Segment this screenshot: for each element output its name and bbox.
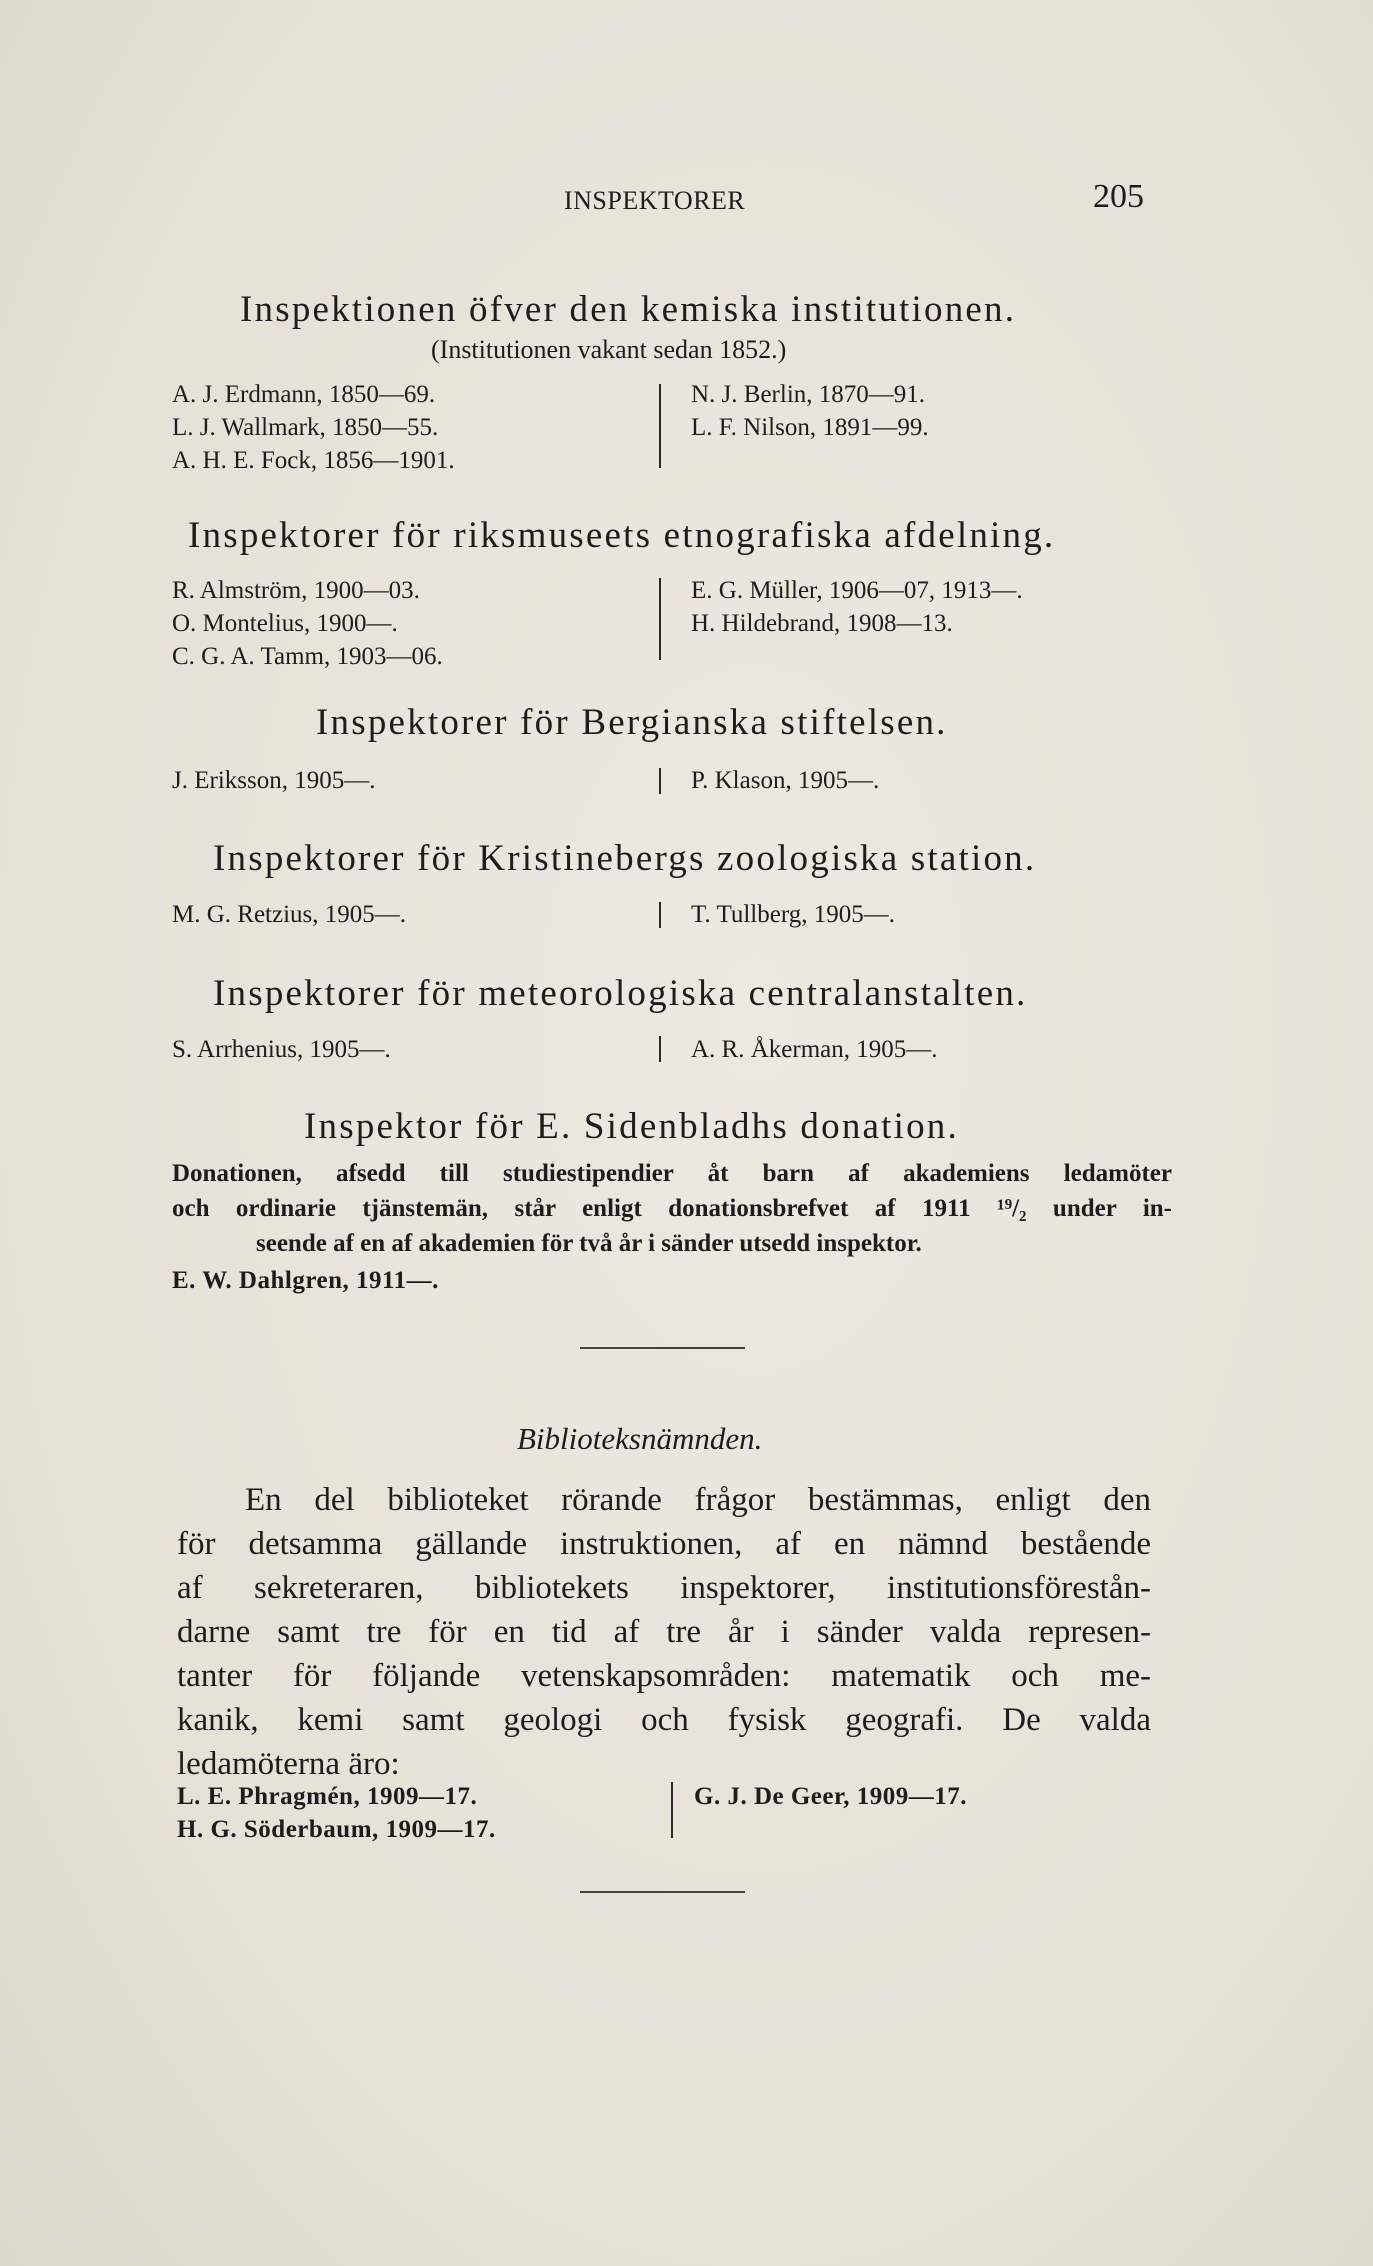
section-note-kemiska: (Institutionen vakant sedan 1852.) xyxy=(431,335,787,364)
name-right-meteorologiska: A. R. Åkerman, 1905—. xyxy=(691,1036,938,1063)
column-divider xyxy=(659,1036,661,1062)
section-heading-meteorologiska: Inspektorer för meteorologiska centralanstalten. xyxy=(213,973,1028,1014)
names-right-kemiska xyxy=(691,378,929,444)
name-entry: L. J. Wallmark, 1850—55. xyxy=(172,414,439,441)
names-right-etnografiska xyxy=(691,574,1023,640)
name-entry: N. J. Berlin, 1870—91. xyxy=(691,381,926,408)
name-entry: A. J. Erdmann, 1850—69. xyxy=(172,381,436,408)
page-number: 205 xyxy=(1093,178,1144,215)
paragraph-line: af sekreteraren, bibliotekets inspektorer, institutionsförestån- xyxy=(177,1570,1151,1606)
name-left-kristinebergs: M. G. Retzius, 1905—. xyxy=(172,901,407,928)
column-divider xyxy=(659,902,661,928)
paragraph-line: tanter för följande vetenskapsområden: matematik och me- xyxy=(177,1658,1151,1694)
names-right-biblioteks xyxy=(694,1780,967,1813)
name-entry: C. G. A. Tamm, 1903—06. xyxy=(172,643,443,670)
name-right-kristinebergs: T. Tullberg, 1905—. xyxy=(691,901,895,928)
name-entry: A. H. E. Fock, 1856—1901. xyxy=(172,447,455,474)
running-header: INSPEKTORER xyxy=(564,186,746,215)
name-entry: G. J. De Geer, 1909—17. xyxy=(694,1783,968,1810)
donation-paragraph xyxy=(172,1156,1172,1261)
section-heading-biblioteksnamnden: Biblioteksnämnden. xyxy=(517,1421,763,1456)
paragraph-line: för detsamma gällande instruktionen, af en nämnd bestående xyxy=(177,1526,1151,1562)
section-heading-sidenbladhs: Inspektor för E. Sidenbladhs donation. xyxy=(304,1106,959,1147)
section-divider xyxy=(580,1347,745,1349)
names-left-biblioteks xyxy=(177,1780,496,1846)
names-left-kemiska xyxy=(172,378,455,477)
name-entry: L. E. Phragmén, 1909—17. xyxy=(177,1783,478,1810)
biblioteks-paragraph xyxy=(177,1478,1151,1786)
column-divider xyxy=(671,1782,673,1838)
name-left-bergianska: J. Eriksson, 1905—. xyxy=(172,767,376,794)
name-entry: E. G. Müller, 1906—07, 1913—. xyxy=(691,577,1023,604)
name-entry: R. Almström, 1900—03. xyxy=(172,577,420,604)
section-heading-kristinebergs: Inspektorer för Kristinebergs zoologiska station. xyxy=(213,838,1037,879)
paragraph-line: och ordinarie tjänstemän, står enligt donationsbrefvet af 1911 ¹⁹/₂ under in- xyxy=(172,1195,1172,1222)
section-divider xyxy=(580,1891,745,1893)
name-entry: H. Hildebrand, 1908—13. xyxy=(691,610,953,637)
column-divider xyxy=(659,768,661,794)
name-entry: O. Montelius, 1900—. xyxy=(172,610,398,637)
column-divider xyxy=(659,384,661,468)
name-entry: H. G. Söderbaum, 1909—17. xyxy=(177,1816,496,1843)
column-divider xyxy=(659,578,661,660)
section-heading-bergianska: Inspektorer för Bergianska stiftelsen. xyxy=(316,702,948,743)
name-left-meteorologiska: S. Arrhenius, 1905—. xyxy=(172,1036,391,1063)
paragraph-line: kanik, kemi samt geologi och fysisk geografi. De valda xyxy=(177,1702,1151,1738)
name-entry: L. F. Nilson, 1891—99. xyxy=(691,414,929,441)
name-sidenbladhs: E. W. Dahlgren, 1911—. xyxy=(172,1267,439,1294)
paragraph-line: En del biblioteket rörande frågor bestämmas, enligt den xyxy=(245,1482,1151,1518)
names-left-etnografiska xyxy=(172,574,443,673)
section-heading-etnografiska: Inspektorer för riksmuseets etnografiska afdelning. xyxy=(188,515,1056,556)
section-heading-kemiska: Inspektionen öfver den kemiska institutionen. xyxy=(240,289,1017,330)
paragraph-line: seende af en af akademien för två år i sänder utsedd inspektor. xyxy=(256,1230,922,1257)
name-right-bergianska: P. Klason, 1905—. xyxy=(691,767,880,794)
paragraph-line: ledamöterna äro: xyxy=(177,1746,400,1782)
paragraph-line: Donationen, afsedd till studiestipendier åt barn af akademiens ledamöter xyxy=(172,1160,1172,1187)
paragraph-line: darne samt tre för en tid af tre år i sänder valda represen- xyxy=(177,1614,1151,1650)
